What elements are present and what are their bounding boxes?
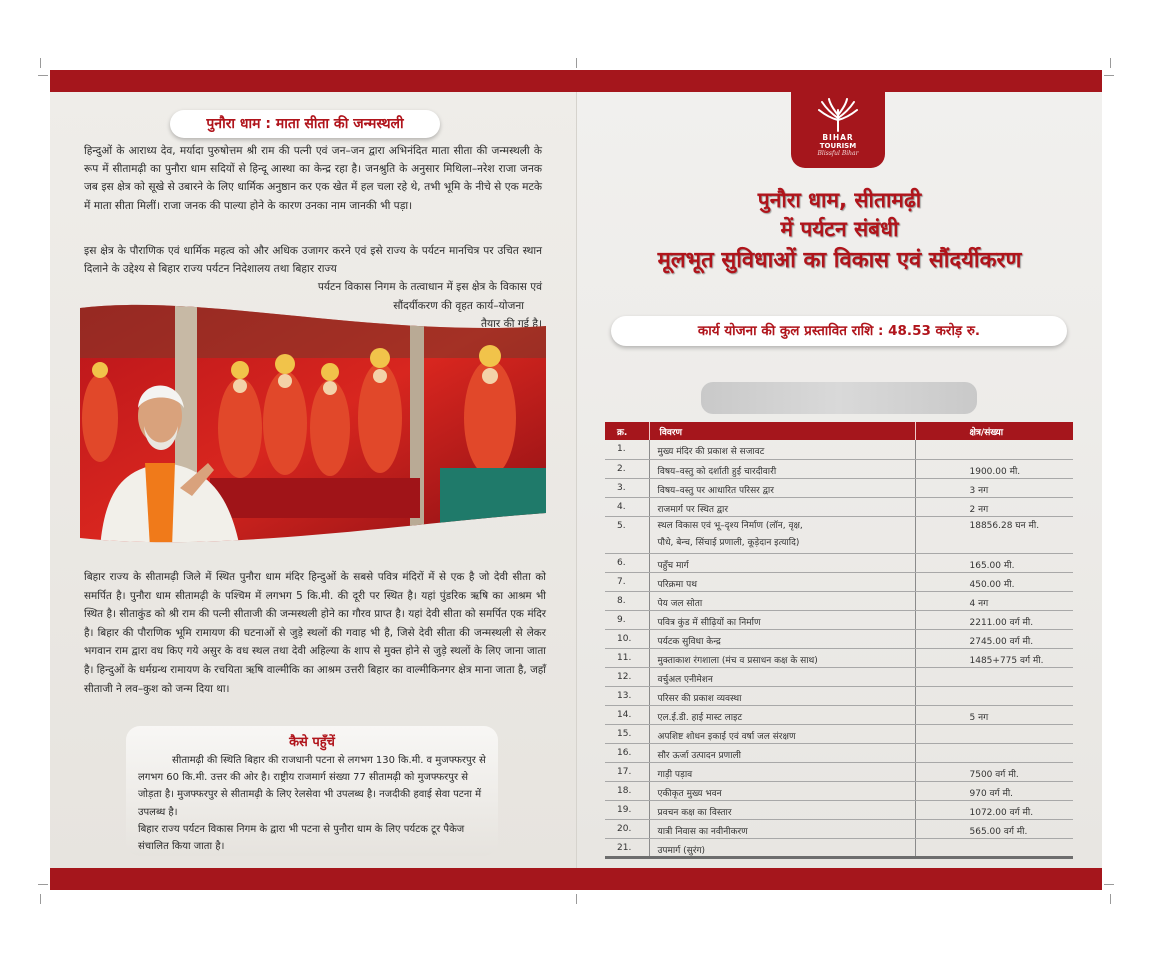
row-serial: 4. (605, 497, 649, 516)
how-to-reach-box (126, 726, 498, 856)
how-to-reach-text-2: बिहार राज्य पर्यटन विकास निगम के द्वारा भी पटना से पुनौरा धाम के लिए पर्यटक टूर पैकेज संचालित किया जाता है। (138, 823, 465, 853)
crop-mark (576, 894, 577, 904)
row-quantity: 1900.00 मी. (915, 459, 1073, 478)
row-quantity: 2211.00 वर्ग मी. (915, 610, 1073, 629)
row-quantity (915, 440, 1073, 459)
row-serial: 17. (605, 762, 649, 781)
temple-photo (80, 298, 546, 548)
row-serial: 15. (605, 724, 649, 743)
main-title-line-3: मूलभूत सुविधाओं का विकास एवं सौंदर्यीकरण (657, 248, 1022, 273)
row-serial: 1. (605, 440, 649, 459)
crop-mark (38, 884, 48, 885)
row-description: एल.ई.डी. हाई मास्ट लाइट (649, 705, 915, 724)
crop-mark (1104, 75, 1114, 76)
row-serial: 16. (605, 743, 649, 762)
row-quantity: 4 नग (915, 591, 1073, 610)
table-row (605, 553, 1073, 572)
row-description: मुक्ताकाश रंगशाला (मंच व प्रसाधन कक्ष के साथ) (649, 648, 915, 667)
crop-mark (1110, 58, 1111, 68)
row-serial: 10. (605, 629, 649, 648)
table-row (605, 440, 1073, 459)
logo-line-1: BIHAR (822, 133, 854, 142)
table-row (605, 459, 1073, 478)
table-row (605, 686, 1073, 705)
row-serial: 12. (605, 667, 649, 686)
row-serial: 11. (605, 648, 649, 667)
crop-mark (38, 75, 48, 76)
row-description: विषय–वस्तु पर आधारित परिसर द्वार (649, 478, 915, 497)
row-serial: 8. (605, 591, 649, 610)
logo-line-2: TOURISM (819, 142, 857, 150)
total-amount-pill: कार्य योजना की कुल प्रस्तावित राशि : 48.53 करोड़ रु. (611, 316, 1067, 346)
row-serial: 13. (605, 686, 649, 705)
row-description-line: स्थल विकास एवं भू–दृश्य निर्माण (लॉन, वृक्ष, (657, 520, 803, 531)
table-row (605, 610, 1073, 629)
table-row (605, 629, 1073, 648)
row-description: राजमार्ग पर स्थित द्वार (649, 497, 915, 516)
row-quantity: 3 नग (915, 478, 1073, 497)
row-description: पहुँच मार्ग (649, 553, 915, 572)
row-serial: 19. (605, 800, 649, 819)
table-row (605, 667, 1073, 686)
row-serial: 18. (605, 781, 649, 800)
table-row (605, 497, 1073, 516)
row-serial: 21. (605, 838, 649, 857)
crop-mark (1104, 884, 1114, 885)
table-row (605, 724, 1073, 743)
table-row (605, 516, 1073, 553)
table-row (605, 781, 1073, 800)
row-quantity: 7500 वर्ग मी. (915, 762, 1073, 781)
how-to-reach-text (138, 752, 490, 855)
row-quantity (915, 667, 1073, 686)
intro-paragraph: हिन्दुओं के आराध्य देव, मर्यादा पुरुषोत्तम श्री राम की पत्नी एवं जन–जन द्वारा अभिनंदित माता सीता की जन्मस्थली के रूप में सीतामढ़ी का पुनौरा धाम सदियों से हिन्दू आस्था का केन्द्र रहा है। जनश्रुति के अनुसार मिथिला–नरेश राजा जनक जब इस क्षेत्र को सूखे से उबारने के लिए धार्मिक अनुष्ठान कर एक खेत में हल चला रहे थे, तभी भूमि के नीचे से एक मटके में माता सीता मिलीं। राजा जनक की पाल्या होने के कारण उनका नाम जानकी भी पड़ा। (84, 145, 542, 212)
table-row (605, 648, 1073, 667)
row-quantity: 5 नग (915, 705, 1073, 724)
row-quantity: 1072.00 वर्ग मी. (915, 800, 1073, 819)
bottom-red-band (50, 868, 1102, 890)
row-serial: 20. (605, 819, 649, 838)
facilities-table (605, 422, 1073, 859)
row-serial: 9. (605, 610, 649, 629)
row-description: प्रवचन कक्ष का विस्तार (649, 800, 915, 819)
row-description: मुख्य मंदिर की प्रकाश से सजावट (649, 440, 915, 459)
header-description: विवरण (649, 422, 915, 440)
top-red-band (50, 70, 1102, 92)
table-row (605, 591, 1073, 610)
row-quantity: 970 वर्ग मी. (915, 781, 1073, 800)
row-description: वर्चुअल एनीमेशन (649, 667, 915, 686)
row-description: सौर ऊर्जा उत्पादन प्रणाली (649, 743, 915, 762)
row-description: गाड़ी पड़ाव (649, 762, 915, 781)
row-quantity (915, 724, 1073, 743)
logo-tagline: Blissful Bihar (817, 150, 859, 157)
header-quantity: क्षेत्र/संख्या (915, 422, 1073, 440)
table-row (605, 819, 1073, 838)
development-text-a: इस क्षेत्र के पौराणिक एवं धार्मिक महत्व को और अधिक उजागर करने एवं इसे राज्य के पर्यटन मानचित्र पर उचित स्थान दिलाने के उद्देश्य से बिहार राज्य पर्यटन निदेशालय तथा बिहार राज्य (84, 245, 542, 276)
row-description: अपशिष्ट शोधन इकाई एवं वर्षा जल संरक्षण (649, 724, 915, 743)
table-row (605, 743, 1073, 762)
blurred-bar (701, 382, 977, 414)
row-description: एकीकृत मुख्य भवन (649, 781, 915, 800)
row-serial: 2. (605, 459, 649, 478)
row-description (649, 516, 915, 553)
table-header-row (605, 422, 1073, 440)
temple-paragraph: बिहार राज्य के सीतामढ़ी जिले में स्थित पुनौरा धाम मंदिर हिन्दुओं के सबसे पवित्र मंदिरों में से एक है जो देवी सीता को समर्पित है। पुनौरा धाम सीतामढ़ी के पश्चिम में लगभग 5 कि.मी. की दूरी पर स्थित है। यहां पुंडरिक ऋषि का आश्रम भी स्थित है। सीताकुंड को श्री राम की पत्नी सीताजी की जन्मस्थली होने का गौरव प्राप्त है। यहां देवी सीता को समर्पित एक मंदिर है। बिहार की पौराणिक भूमि रामायण की घटनाओं से जुड़े स्थलों की गवाह भी है, जिसे देवी सीता की जन्मस्थली से लेकर भगवान राम द्वारा वध किए गये असुर के वध स्थल तथा देवी अहिल्या के शाप से मुक्त होने से जुड़े स्थलों के लिए जाना जाता है। हिन्दुओं के धर्मग्रन्थ रामायण के रचयिता ऋषि वाल्मीकि का आश्रम उत्तरी बिहार का वाल्मीकिनगर क्षेत्र माना जाता है, जहाँ सीताजी ने लव–कुश को जन्म दिया था। (84, 571, 546, 695)
row-serial: 5. (605, 516, 649, 553)
row-description: यात्री निवास का नवीनीकरण (649, 819, 915, 838)
development-text-d: तैयार की गई है। (480, 317, 542, 330)
row-description: उपमार्ग (सुरंग) (649, 838, 915, 857)
row-quantity: 2745.00 वर्ग मी. (915, 629, 1073, 648)
row-serial: 3. (605, 478, 649, 497)
row-description: पर्यटक सुविधा केन्द्र (649, 629, 915, 648)
crop-mark (576, 58, 577, 68)
row-description: पवित्र कुंड में सीढ़ियों का निर्माण (649, 610, 915, 629)
left-panel (50, 92, 576, 868)
brochure-sheet (50, 70, 1102, 890)
right-panel (577, 92, 1102, 868)
how-to-reach-text-1: सीतामढ़ी की स्थिति बिहार की राजधानी पटना से लगभग 130 कि.मी. व मुजफ्फरपुर से लगभग 60 कि.मी. उत्तर की ओर है। राष्ट्रीय राजमार्ग संख्या 77 सीतामढ़ी को मुजफ्फरपुर से जोड़ता है। मुजफ्फरपुर से सीतामढ़ी के लिए रेलसेवा भी उपलब्ध है। नजदीकी हवाई सेवा पटना में उपलब्ध है। (138, 755, 486, 818)
row-quantity: 450.00 मी. (915, 572, 1073, 591)
crop-mark (40, 58, 41, 68)
row-quantity (915, 686, 1073, 705)
row-description: परिक्रमा पथ (649, 572, 915, 591)
row-description: विषय–वस्तु को दर्शाती हुई चारदीवारी (649, 459, 915, 478)
crop-mark (1110, 894, 1111, 904)
table-row (605, 838, 1073, 857)
row-serial: 6. (605, 553, 649, 572)
row-quantity (915, 838, 1073, 857)
row-description-line: पौधे, बेन्च, सिंचाई प्रणाली, कूड़ेदान इत्यादि) (657, 537, 800, 548)
how-to-reach-heading: कैसे पहुँचें (289, 735, 335, 750)
row-serial: 14. (605, 705, 649, 724)
tree-fan-icon (818, 98, 858, 132)
main-title-line-2: में पर्यटन संबंधी (780, 217, 899, 241)
bihar-tourism-logo (791, 92, 885, 168)
row-quantity: 18856.28 घन मी. (915, 516, 1073, 553)
table-row (605, 705, 1073, 724)
row-description: परिसर की प्रकाश व्यवस्था (649, 686, 915, 705)
crop-mark (40, 894, 41, 904)
header-serial: क्र. (605, 422, 649, 440)
row-quantity: 165.00 मी. (915, 553, 1073, 572)
table-row (605, 800, 1073, 819)
row-serial: 7. (605, 572, 649, 591)
development-text-c: सौंदर्यीकरण की वृहत कार्य–योजना (393, 299, 524, 312)
development-text-b: पर्यटन विकास निगम के तत्वाधान में इस क्षेत्र के विकास एवं (317, 281, 542, 294)
row-description: पेय जल सोता (649, 591, 915, 610)
row-quantity: 2 नग (915, 497, 1073, 516)
table-row (605, 762, 1073, 781)
row-quantity: 565.00 वर्ग मी. (915, 819, 1073, 838)
row-quantity (915, 743, 1073, 762)
table-row (605, 478, 1073, 497)
row-quantity: 1485+775 वर्ग मी. (915, 648, 1073, 667)
main-title-line-1: पुनौरा धाम, सीतामढ़ी (757, 188, 922, 212)
table-row (605, 572, 1073, 591)
left-title: पुनौरा धाम : माता सीता की जन्मस्थली (170, 110, 440, 138)
